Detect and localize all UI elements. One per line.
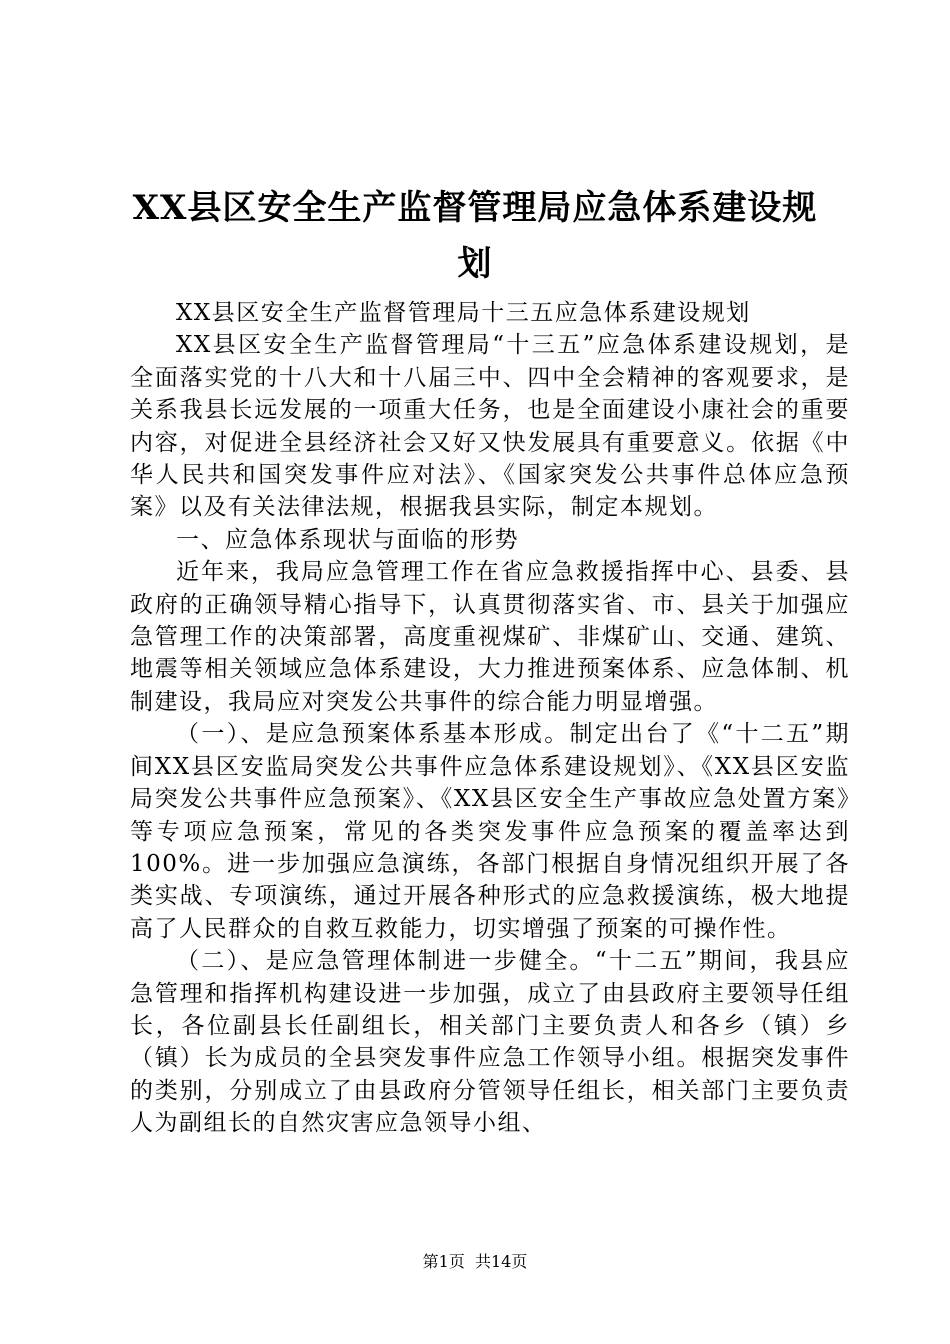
subtitle-paragraph: XX县区安全生产监督管理局十三五应急体系建设规划 [176, 300, 751, 326]
body-paragraph: 近年来，我局应急管理工作在省应急救援指挥中心、县委、县政府的正确领导精心指导下，认真贯彻落实省、市、县关于加强应急管理工作的决策部署，高度重视煤矿、非煤矿山、交通、建筑、地震等相关领域应急体系建设，大力推进预案体系、应急体制、机制建设，我局应对突发公共事件的综合能力明显增强。 [130, 559, 850, 715]
page-footer [0, 1252, 950, 1272]
page-number: 第1页 共14页 [422, 1252, 528, 1271]
intro-paragraph: XX县区安全生产监督管理局“十三五”应急体系建设规划，是全面落实党的十八大和十八届三中、四中全会精神的客观要求，是关系我县长远发展的一项重大任务，也是全面建设小康社会的重要内容，对促进全县经济社会又好又快发展具有重要意义。依据《中华人民共和国突发事件应对法》、《国家突发公共事件总体应急预案》以及有关法律法规，根据我县实际，制定本规划。 [130, 332, 850, 521]
section-heading: 一、应急体系现状与面临的形势 [176, 526, 519, 553]
document-body [130, 297, 850, 1140]
body-paragraph: （二）、是应急管理体制进一步健全。“十二五”期间，我县应急管理和指挥机构建设进一步加强，成立了由县政府主要领导任组长，各位副县长任副组长，相关部门主要负责人和各乡（镇）乡（镇）长为成员的全县突发事件应急工作领导小组。根据突发事件的类别，分别成立了由县政府分管领导任组长，相关部门主要负责人为副组长的自然灾害应急领导小组、 [130, 948, 850, 1137]
body-paragraph: （一）、是应急预案体系基本形成。制定出台了《“十二五”期间XX县区安监局突发公共事件应急体系建设规划》、《XX县区安监局突发公共事件应急预案》、《XX县区安全生产事故应急处置方案》等专项应急预案，常见的各类突发事件应急预案的覆盖率达到100%。进一步加强应急演练，各部门根据自身情况组织开展了各类实战、专项演练，通过开展各种形式的应急救援演练，极大地提高了人民群众的自救互救能力，切实增强了预案的可操作性。 [130, 721, 850, 942]
document-title: XX县区安全生产监督管理局应急体系建设规划 [132, 188, 818, 284]
